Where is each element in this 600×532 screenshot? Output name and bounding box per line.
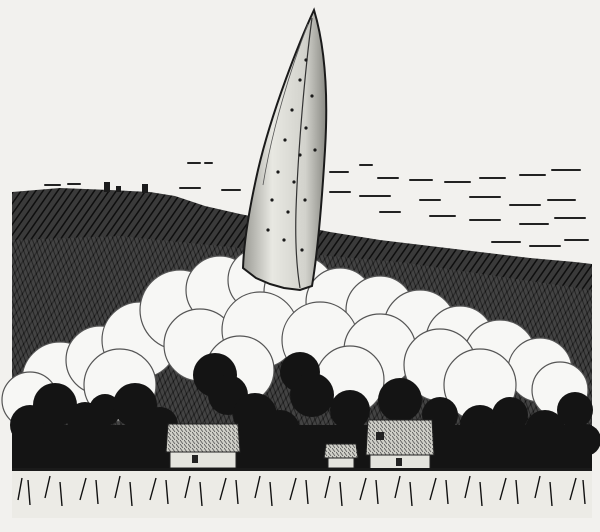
cottage-left	[166, 424, 240, 468]
ground-line	[12, 468, 592, 471]
field	[12, 468, 592, 518]
cottage-right	[366, 420, 434, 470]
cottage-small	[324, 444, 358, 468]
